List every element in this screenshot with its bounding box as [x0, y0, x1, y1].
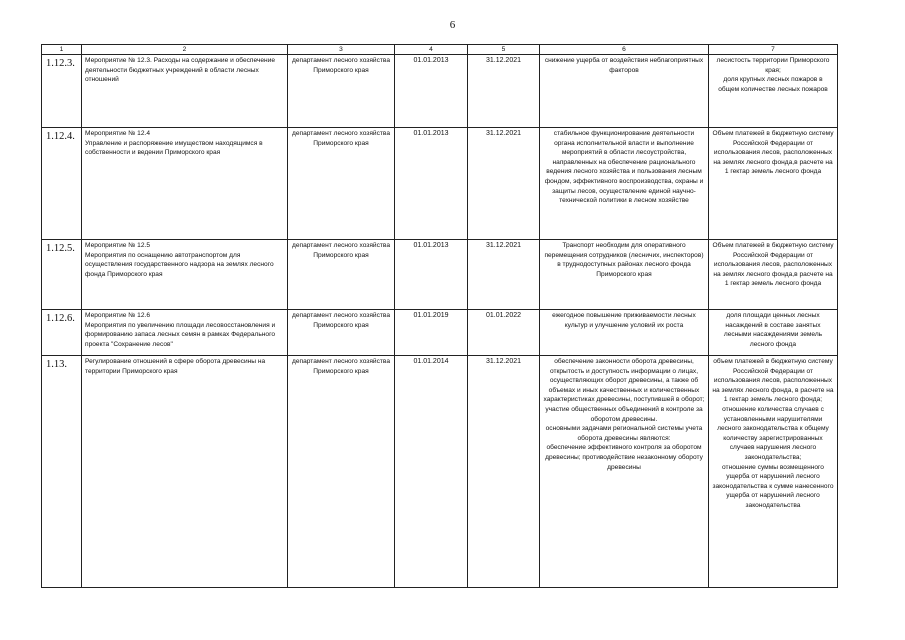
column-header: 6 — [540, 45, 709, 55]
end-date: 31.12.2021 — [468, 356, 540, 588]
measure-name: Мероприятие № 12.6 Мероприятия по увеличению площади лесовосстановления и формированию запаса лесных семян в рамках Федерального проекта "Сохранение лесов" — [82, 310, 288, 356]
expected-result: стабильное функционирование деятельности органа исполнительной власти и выполнение мероприятий в области лесоустройства, направленных на обеспечение рационального ведения лесного хозяйства и пользования лесным фондом, эффективного воспроизводства, охраны и защиты лесов, осуществление единой научно-технической политики в лесном хозяйстве — [540, 128, 709, 240]
table-row — [42, 310, 838, 356]
table-row — [42, 240, 838, 310]
row-number: 1.12.4. — [42, 128, 82, 240]
row-number: 1.13. — [42, 356, 82, 588]
responsible-executor: департамент лесного хозяйства Приморского края — [288, 310, 395, 356]
table-row — [42, 128, 838, 240]
end-date: 31.12.2021 — [468, 128, 540, 240]
column-header: 3 — [288, 45, 395, 55]
expected-result: Транспорт необходим для оперативного перемещения сотрудников (лесничих, инспекторов) в труднодоступных районах лесного фонда Приморского края — [540, 240, 709, 310]
expected-result: ежегодное повышение приживаемости лесных культур и улучшение условий их роста — [540, 310, 709, 356]
program-measures-table — [41, 44, 838, 588]
row-number: 1.12.5. — [42, 240, 82, 310]
table-header-row — [42, 45, 838, 55]
measure-name: Мероприятие № 12.4 Управление и распоряжение имуществом находящимся в собственности и ведении Приморского края — [82, 128, 288, 240]
end-date: 01.01.2022 — [468, 310, 540, 356]
column-header: 4 — [395, 45, 468, 55]
target-indicator: объем платежей в бюджетную систему Российской Федерации от использования лесов, расположенных на землях лесного фонда, в расчете на 1 гектар земель лесного фонда; отношение количества случаев с установленными нарушителями лесного законодательства к общему количеству зарегистрированных случаев нарушения лесного законодательства; отношение суммы возмещенного ущерба от нарушений лесного законодательства к сумме нанесенного ущерба от нарушений лесного законодательства — [709, 356, 838, 588]
target-indicator: Объем платежей в бюджетную систему Российской Федерации от использования лесов, расположенных на землях лесного фонда,в расчете на 1 гектар земель лесного фонда — [709, 240, 838, 310]
column-header: 1 — [42, 45, 82, 55]
start-date: 01.01.2019 — [395, 310, 468, 356]
responsible-executor: департамент лесного хозяйства Приморского края — [288, 240, 395, 310]
measure-name: Мероприятие № 12.3. Расходы на содержание и обеспечение деятельности бюджетных учреждений в области лесных отношений — [82, 55, 288, 128]
target-indicator: доля площади ценных лесных насаждений в составе занятых лесными насаждениями земель лесного фонда — [709, 310, 838, 356]
end-date: 31.12.2021 — [468, 240, 540, 310]
expected-result: снижение ущерба от воздействия неблагоприятных факторов — [540, 55, 709, 128]
responsible-executor: департамент лесного хозяйства Приморского края — [288, 55, 395, 128]
column-header: 2 — [82, 45, 288, 55]
row-number: 1.12.6. — [42, 310, 82, 356]
measure-name: Мероприятие № 12.5 Мероприятия по оснащению автотранспортом для осуществления государственного надзора на землях лесного фонда Приморского края — [82, 240, 288, 310]
end-date: 31.12.2021 — [468, 55, 540, 128]
target-indicator: Объем платежей в бюджетную систему Российской Федерации от использования лесов, расположенных на землях лесного фонда,в расчете на 1 гектар земель лесного фонда — [709, 128, 838, 240]
start-date: 01.01.2014 — [395, 356, 468, 588]
table-row — [42, 55, 838, 128]
responsible-executor: департамент лесного хозяйства Приморского края — [288, 356, 395, 588]
table-row — [42, 356, 838, 588]
column-header: 7 — [709, 45, 838, 55]
measure-name: Регулирование отношений в сфере оборота древесины на территории Приморского края — [82, 356, 288, 588]
target-indicator: лесистость территории Приморского края; доля крупных лесных пожаров в общем количестве лесных пожаров — [709, 55, 838, 128]
start-date: 01.01.2013 — [395, 240, 468, 310]
start-date: 01.01.2013 — [395, 128, 468, 240]
row-number: 1.12.3. — [42, 55, 82, 128]
start-date: 01.01.2013 — [395, 55, 468, 128]
column-header: 5 — [468, 45, 540, 55]
expected-result: обеспечение законности оборота древесины, открытость и доступность информации о лицах, осуществляющих оборот древесины, а также об объемах и иных качественных и количественных характеристиках древесины, поступившей в оборот; участие общественных объединений в контроле за оборотом древесины. основными задачами региональной системы учета оборота древесины являются: обеспечение эффективного контроля за оборотом древесины; противодействие незаконному обороту древесины — [540, 356, 709, 588]
responsible-executor: департамент лесного хозяйства Приморского края — [288, 128, 395, 240]
page-number: 6 — [449, 19, 456, 31]
